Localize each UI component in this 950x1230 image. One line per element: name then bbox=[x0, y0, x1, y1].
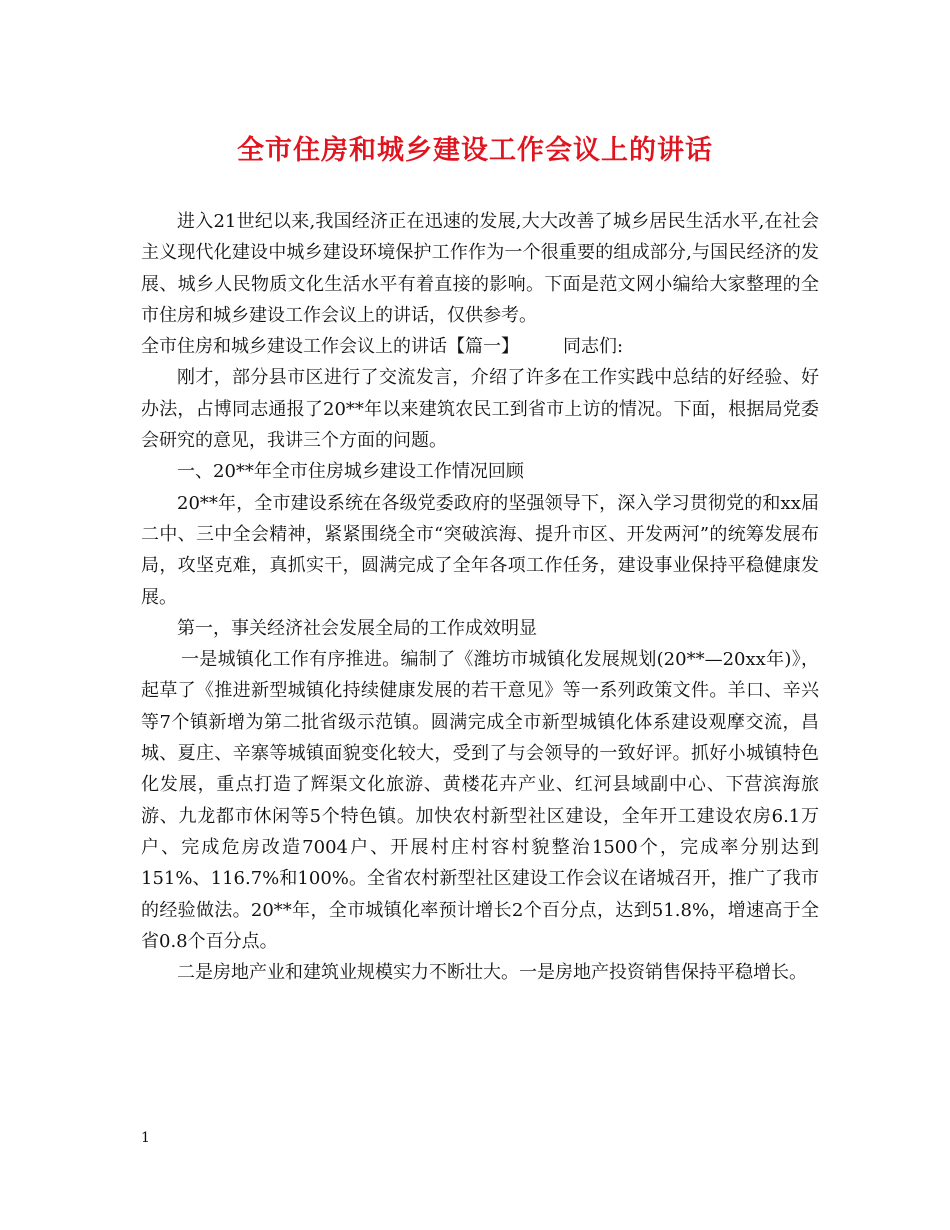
document-title: 全市住房和城乡建设工作会议上的讲话 bbox=[237, 135, 713, 166]
salutation: 同志们: bbox=[563, 336, 624, 358]
body-paragraph: 二是房地产业和建筑业规模实力不断壮大。一是房地产投资销售保持平稳增长。 bbox=[177, 962, 807, 984]
document-body bbox=[141, 206, 819, 988]
body-paragraph: 一是城镇化工作有序推进。编制了《潍坊市城镇化发展规划(20**—20xx年)》，起草了《推进新型城镇化持续健康发展的若干意见》等一系列政策文件。羊口、辛兴等7个镇新增为第二批省级示范镇。圆满完成全市新型城镇化体系建设观摩交流，昌城、夏庄、辛寨等城镇面貌变化较大，受到了与会领导的一致好评。抓好小城镇特色化发展，重点打造了辉渠文化旅游、黄楼花卉产业、红河县域副中心、下营滨海旅游、九龙都市休闲等5个特色镇。加快农村新型社区建设，全年开工建设农房6.1万户、完成危房改造7004户、开展村庄村容村貌整治1500个，完成率分别达到151%、116.7%和100%。全省农村新型社区建设工作会议在诸城召开，推广了我市的经验做法。20**年，全市城镇化率预计增长2个百分点，达到51.8%，增速高于全省0.8个百分点。 bbox=[141, 649, 819, 952]
section-subheading: 第一，事关经济社会发展全局的工作成效明显 bbox=[177, 617, 537, 639]
section-heading: 全市住房和城乡建设工作会议上的讲话【篇一】 bbox=[141, 336, 519, 358]
intro-paragraph: 进入21世纪以来,我国经济正在迅速的发展,大大改善了城乡居民生活水平,在社会主义现代化建设中城乡建设环境保护工作作为一个很重要的组成部分,与国民经济的发展、城乡人民物质文化生活水平有着直接的影响。下面是范文网小编给大家整理的全市住房和城乡建设工作会议上的讲话，仅供参考。 bbox=[141, 211, 819, 326]
body-paragraph: 刚才，部分县市区进行了交流发言，介绍了许多在工作实践中总结的好经验、好办法，占博同志通报了20**年以来建筑农民工到省市上访的情况。下面，根据局党委会研究的意见，我讲三个方面的问题。 bbox=[141, 367, 819, 452]
body-paragraph: 20**年，全市建设系统在各级党委政府的坚强领导下，深入学习贯彻党的和xx届二中、三中全会精神，紧紧围绕全市“突破滨海、提升市区、开发两河”的统筹发展布局，攻坚克难，真抓实干，圆满完成了全年各项工作任务，建设事业保持平稳健康发展。 bbox=[141, 492, 819, 608]
section-heading-line bbox=[141, 331, 819, 362]
section-subheading: 一、20**年全市住房城乡建设工作情况回顾 bbox=[177, 461, 524, 483]
page-number: 1 bbox=[141, 1130, 150, 1146]
